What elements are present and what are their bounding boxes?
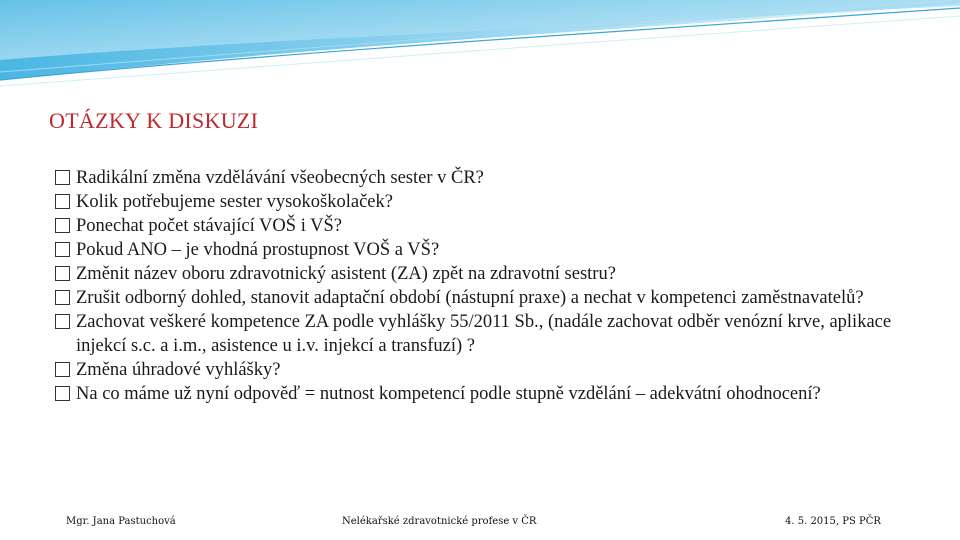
- list-item-text: Ponechat počet stávající VOŠ i VŠ?: [76, 216, 342, 236]
- list-item: [55, 214, 895, 238]
- slide-title: OTÁZKY K DISKUZI: [49, 108, 259, 133]
- list-item: [55, 238, 895, 262]
- list-item-text: Radikální změna vzdělávání všeobecných sester v ČR?: [76, 168, 484, 188]
- list-item-text: Zachovat veškeré kompetence ZA podle vyhlášky 55/2011 Sb., (nadále zachovat odběr venózní krve, aplikace injekcí s.c. a i.m., asistence u i.v. injekcí a transfuzí) ?: [76, 312, 892, 356]
- list-item-text: Zrušit odborný dohled, stanovit adaptační období (nástupní praxe) a nechat v kompetenci zaměstnavatelů?: [76, 288, 864, 308]
- list-item-text: Kolik potřebujeme sester vysokoškolaček?: [76, 192, 393, 212]
- footer-subject: Nelékařské zdravotnické profese v ČR: [342, 516, 537, 527]
- header-wave-decoration: [0, 0, 960, 90]
- bullet-square-icon: [55, 362, 70, 377]
- question-list: [55, 166, 895, 406]
- bullet-square-icon: [55, 386, 70, 401]
- list-item: [55, 166, 895, 190]
- list-item-text: Pokud ANO – je vhodná prostupnost VOŠ a VŠ?: [76, 240, 440, 260]
- list-item: [55, 286, 895, 310]
- list-item: [55, 262, 895, 286]
- footer-author: Mgr. Jana Pastuchová: [66, 516, 176, 527]
- bullet-square-icon: [55, 242, 70, 257]
- bullet-square-icon: [55, 170, 70, 185]
- bullet-square-icon: [55, 314, 70, 329]
- list-item-text: Na co máme už nyní odpověď = nutnost kompetencí podle stupně vzdělání – adekvátní ohodnocení?: [76, 384, 821, 404]
- list-item: [55, 190, 895, 214]
- bullet-square-icon: [55, 290, 70, 305]
- bullet-square-icon: [55, 266, 70, 281]
- list-item-text: Změna úhradové vyhlášky?: [76, 360, 281, 380]
- bullet-square-icon: [55, 218, 70, 233]
- list-item-text: Změnit název oboru zdravotnický asistent (ZA) zpět na zdravotní sestru?: [76, 264, 616, 284]
- list-item: [55, 310, 895, 358]
- list-item: [55, 358, 895, 382]
- bullet-square-icon: [55, 194, 70, 209]
- footer-date: 4. 5. 2015, PS PČR: [785, 516, 881, 527]
- list-item: [55, 382, 895, 406]
